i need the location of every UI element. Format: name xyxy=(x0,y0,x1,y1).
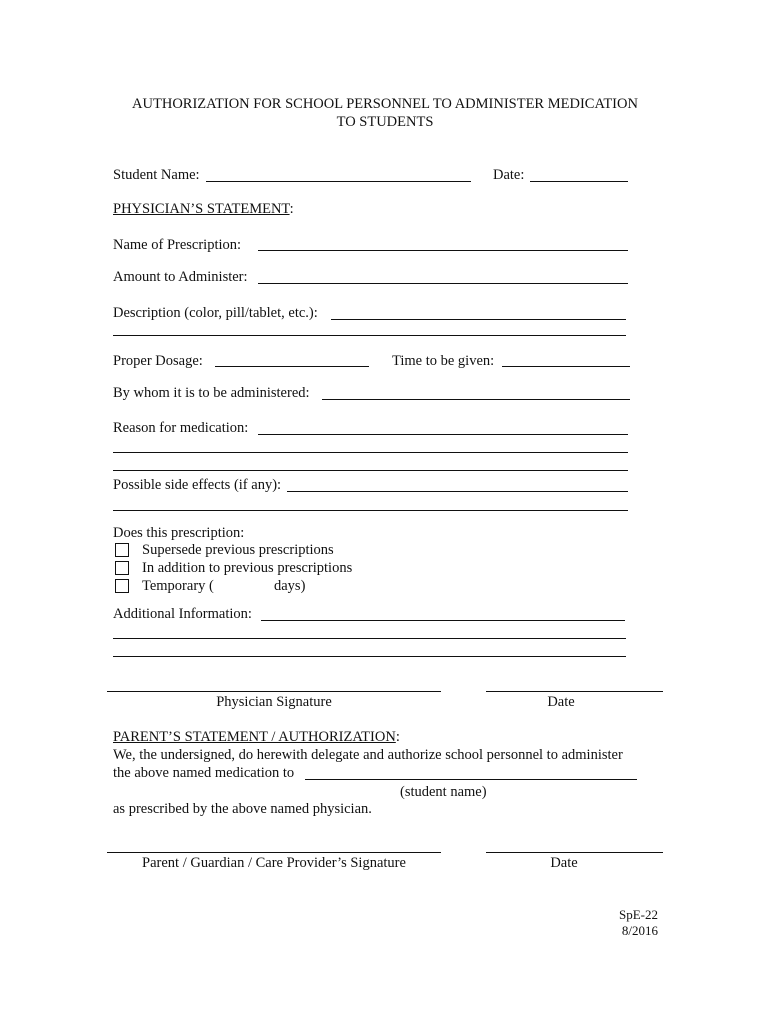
reason-label: Reason for medication: xyxy=(113,420,249,436)
temporary-days-label: days) xyxy=(274,578,306,594)
reason-field-line-2[interactable] xyxy=(113,452,628,453)
side-effects-field[interactable] xyxy=(287,491,628,492)
parent-statement-line-1: We, the undersigned, do herewith delegate and authorize school personnel to administer xyxy=(113,747,623,763)
description-field-line-2[interactable] xyxy=(113,335,626,336)
parent-statement-heading: PARENT’S STATEMENT / AUTHORIZATION: xyxy=(113,729,400,745)
prescription-name-label: Name of Prescription: xyxy=(113,237,242,253)
amount-field[interactable] xyxy=(258,283,628,284)
physician-signature-date-label: Date xyxy=(547,694,575,710)
date-field[interactable] xyxy=(530,181,628,182)
time-field[interactable] xyxy=(502,366,630,367)
side-effects-label: Possible side effects (if any): xyxy=(113,477,282,493)
amount-label: Amount to Administer: xyxy=(113,269,248,285)
student-name-label: Student Name: xyxy=(113,167,200,183)
parent-signature-date-field[interactable] xyxy=(486,852,663,853)
side-effects-field-line-2[interactable] xyxy=(113,510,628,511)
additional-info-field-line-2[interactable] xyxy=(113,638,626,639)
in-addition-label: In addition to previous prescriptions xyxy=(142,560,353,576)
parent-statement-line-3: as prescribed by the above named physician. xyxy=(113,801,372,817)
parent-signature-field[interactable] xyxy=(107,852,441,853)
parent-statement-line-2: the above named medication to xyxy=(113,765,295,781)
physician-signature-field[interactable] xyxy=(107,691,441,692)
description-label: Description (color, pill/tablet, etc.): xyxy=(113,305,318,321)
dosage-label: Proper Dosage: xyxy=(113,353,203,369)
temporary-label: Temporary ( xyxy=(142,578,214,594)
description-field[interactable] xyxy=(331,319,626,320)
physician-signature-date-field[interactable] xyxy=(486,691,663,692)
prescription-question: Does this prescription: xyxy=(113,525,245,541)
in-addition-checkbox[interactable] xyxy=(115,561,129,575)
physician-signature-label: Physician Signature xyxy=(216,694,332,710)
dosage-field[interactable] xyxy=(215,366,369,367)
additional-info-field-line-3[interactable] xyxy=(113,656,626,657)
form-title-line-2: TO STUDENTS xyxy=(336,114,434,130)
additional-info-field[interactable] xyxy=(261,620,625,621)
form-revision-date: 8/2016 xyxy=(621,923,658,938)
additional-info-label: Additional Information: xyxy=(113,606,252,622)
date-label: Date: xyxy=(493,167,525,183)
prescription-name-field[interactable] xyxy=(258,250,628,251)
reason-field-line-3[interactable] xyxy=(113,470,628,471)
temporary-checkbox[interactable] xyxy=(115,579,129,593)
form-code: SpE-22 xyxy=(619,907,658,922)
reason-field[interactable] xyxy=(258,434,628,435)
student-name-field[interactable] xyxy=(206,181,471,182)
time-label: Time to be given: xyxy=(392,353,495,369)
administered-by-field[interactable] xyxy=(322,399,630,400)
parent-signature-label: Parent / Guardian / Care Provider’s Signature xyxy=(142,855,406,871)
student-name-caption: (student name) xyxy=(400,784,487,800)
student-name-authorization-field[interactable] xyxy=(305,779,637,780)
physician-statement-heading: PHYSICIAN’S STATEMENT: xyxy=(113,201,294,217)
parent-signature-date-label: Date xyxy=(550,855,578,871)
supersede-label: Supersede previous prescriptions xyxy=(142,542,334,558)
administered-by-label: By whom it is to be administered: xyxy=(113,385,310,401)
form-title-line-1: AUTHORIZATION FOR SCHOOL PERSONNEL TO ADMINISTER MEDICATION xyxy=(132,96,638,112)
supersede-checkbox[interactable] xyxy=(115,543,129,557)
